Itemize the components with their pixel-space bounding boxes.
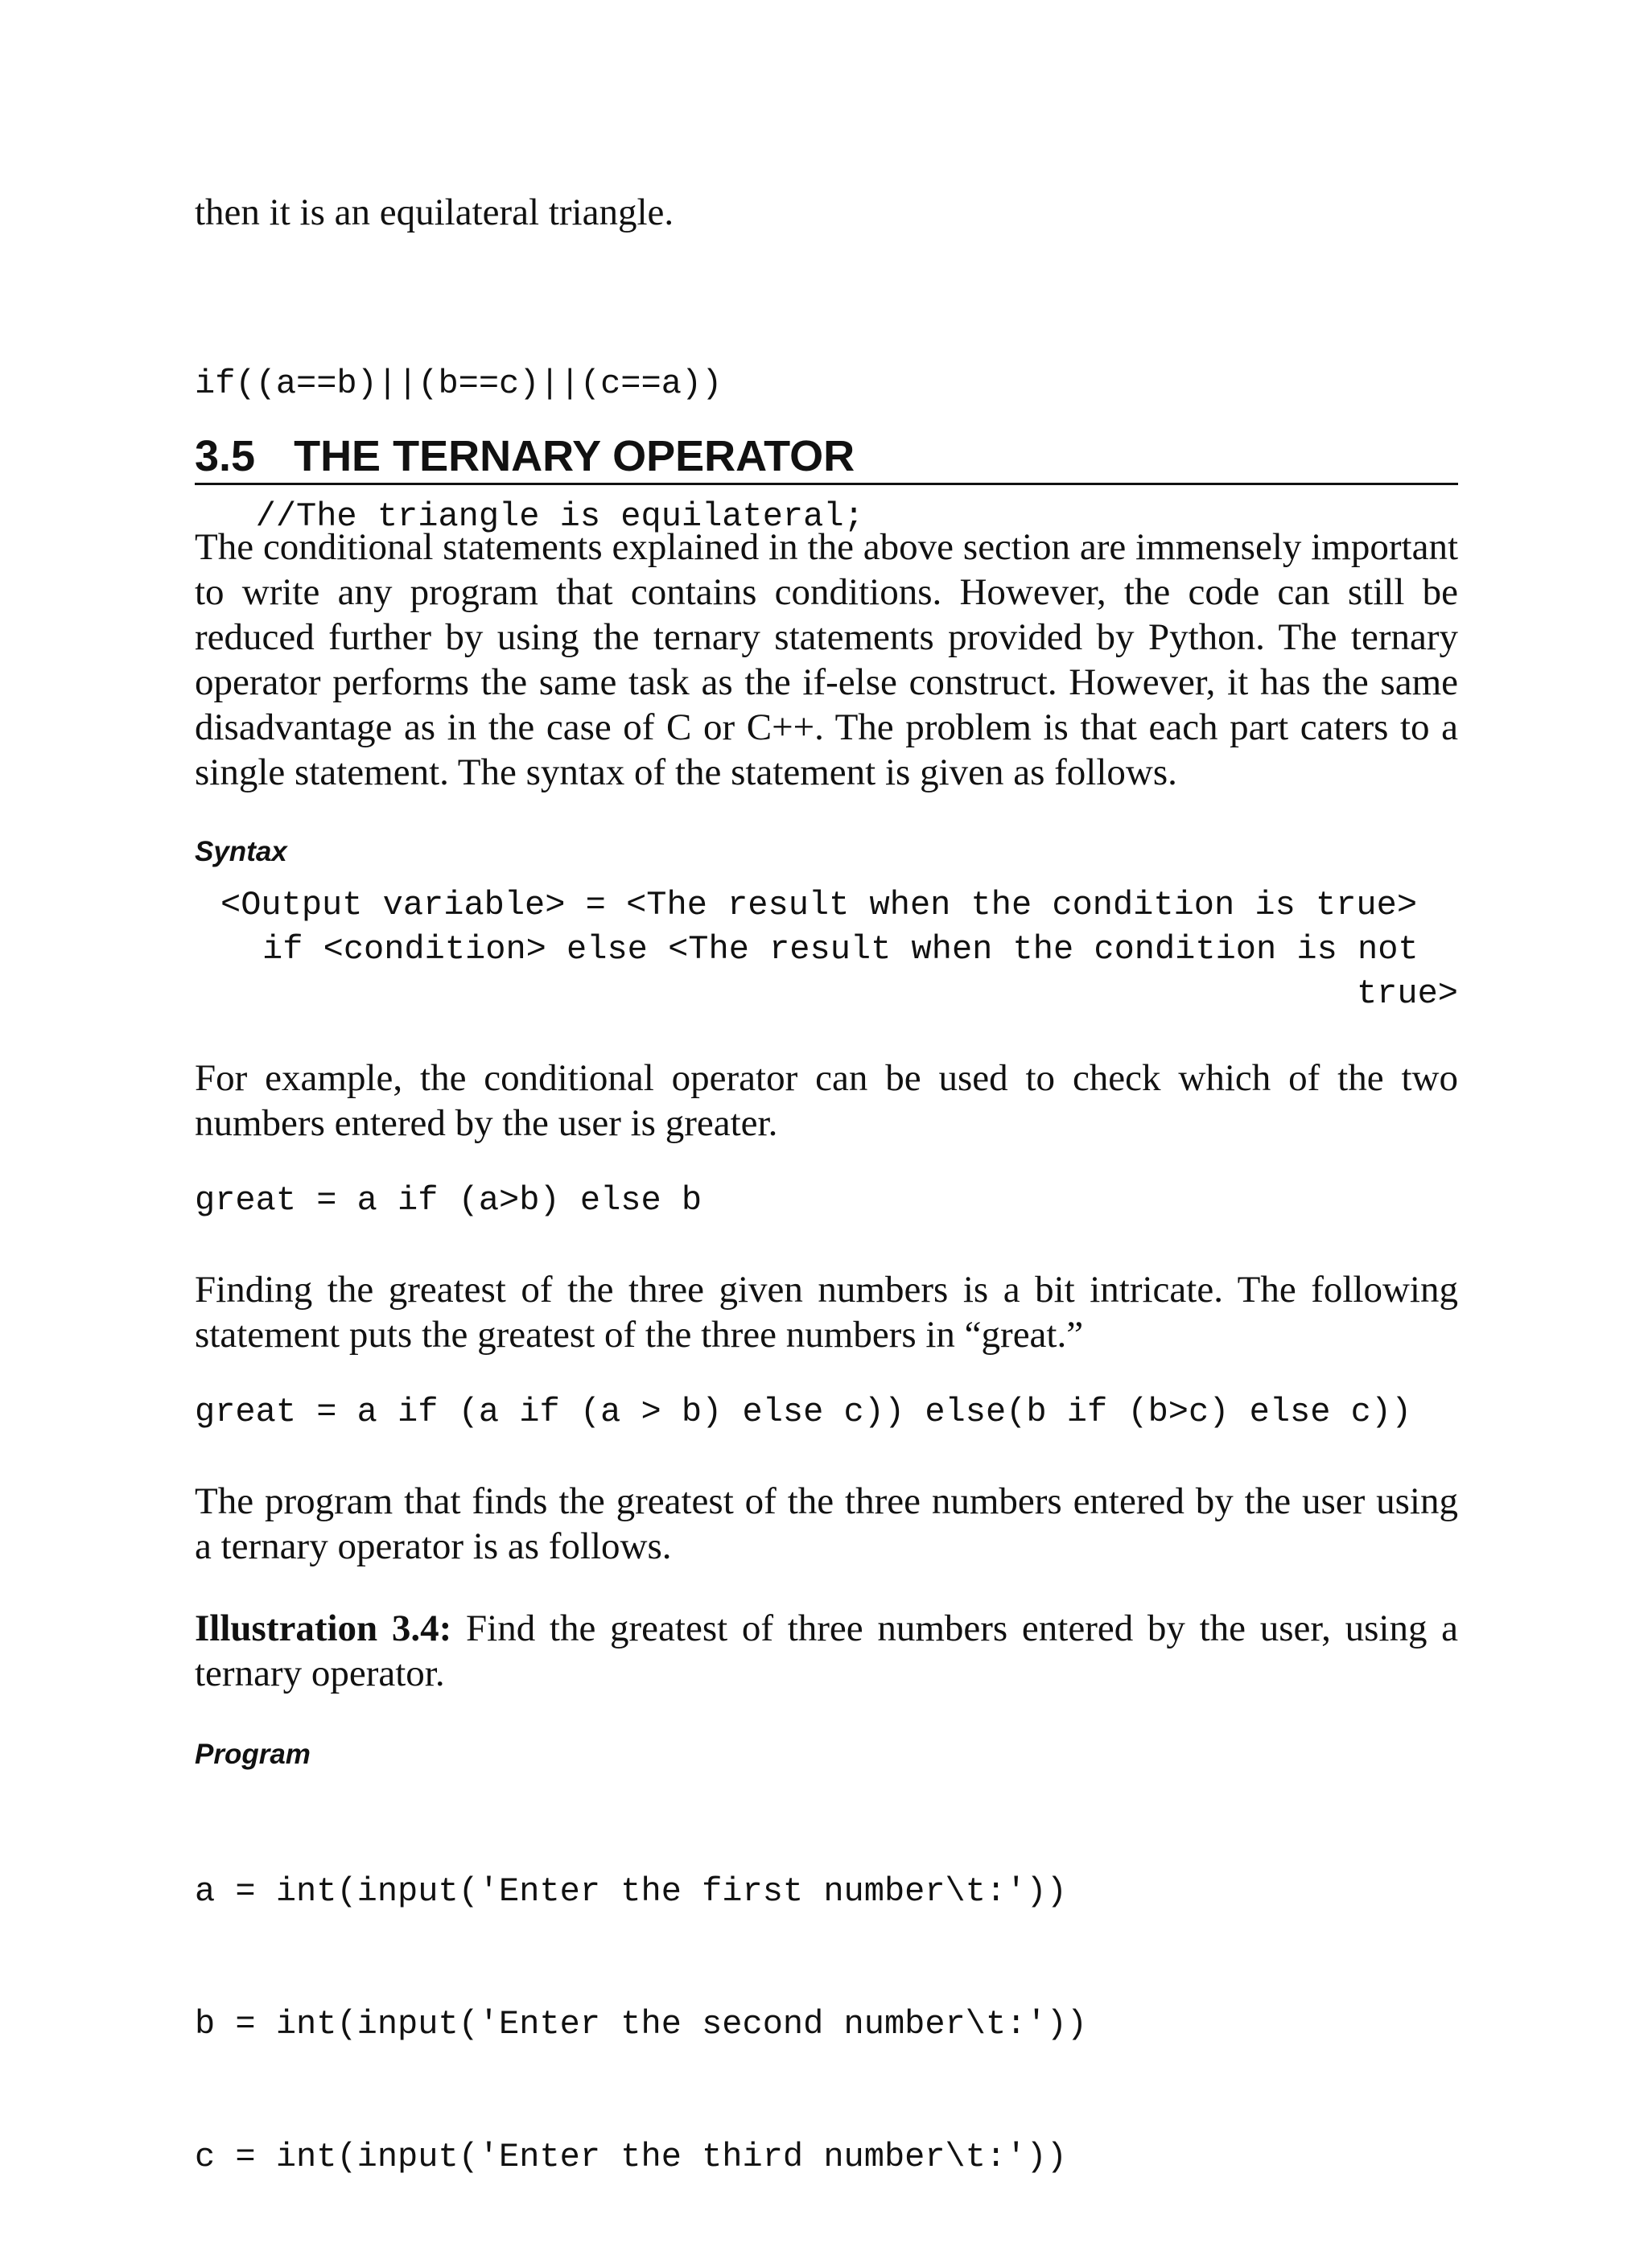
syntax-line: if <condition> else <The result when the condition is not (262, 930, 1419, 969)
section-title: THE TERNARY OPERATOR (294, 432, 855, 480)
syntax-line: true> (1356, 974, 1458, 1013)
syntax-line: <Output variable> = <The result when the condition is true> (220, 886, 1418, 924)
syntax-label: Syntax (195, 836, 287, 867)
illustration-paragraph (195, 1606, 1458, 1696)
section-heading (195, 430, 1458, 482)
code-line: c = int(input('Enter the third number\t:')) (195, 2138, 1067, 2176)
code-line: a = int(input('Enter the first number\t:')) (195, 1872, 1067, 1911)
paragraph-intro: The conditional statements explained in the above section are immensely important to write any program that contains conditions. However, the code can still be reduced further by using the ternary statements provided by Python. The ternary operator performs the same task as the if-else construct. However, it has the same disadvantage as in the case of C or C++. The problem is that each part caters to a single statement. The syntax of the statement is given as follows. (195, 526, 1458, 793)
code-line: if((a==b)||(b==c)||(c==a)) (195, 364, 723, 403)
paragraph-three-numbers: Finding the greatest of the three given numbers is a bit intricate. The following statement puts the greatest of the three numbers in “great.” (195, 1269, 1458, 1356)
paragraph-program: The program that finds the greatest of the three numbers entered by the user using a ternary operator is as follows. (195, 1480, 1458, 1567)
program-label: Program (195, 1739, 311, 1770)
section-number: 3.5 (195, 432, 256, 480)
code-line: //The triangle is equilateral; (195, 497, 864, 536)
heading-rule (195, 483, 1458, 485)
illustration-label: Illustration 3.4: (195, 1607, 452, 1649)
code-great-three: great = a if (a if (a > b) else c)) else(b if (b>c) else c)) (195, 1393, 1412, 1431)
intro-line: then it is an equilateral triangle. (195, 191, 674, 233)
program-code-block (195, 1781, 1458, 2268)
illustration-text: Find the greatest of three numbers entered by the user, using a ternary operator. (195, 1607, 1458, 1694)
code-line: b = int(input('Enter the second number\t:')) (195, 2005, 1087, 2044)
code-great-two: great = a if (a>b) else b (195, 1181, 702, 1220)
paragraph-example: For example, the conditional operator can be used to check which of the two numbers entered by the user is greater. (195, 1057, 1458, 1144)
